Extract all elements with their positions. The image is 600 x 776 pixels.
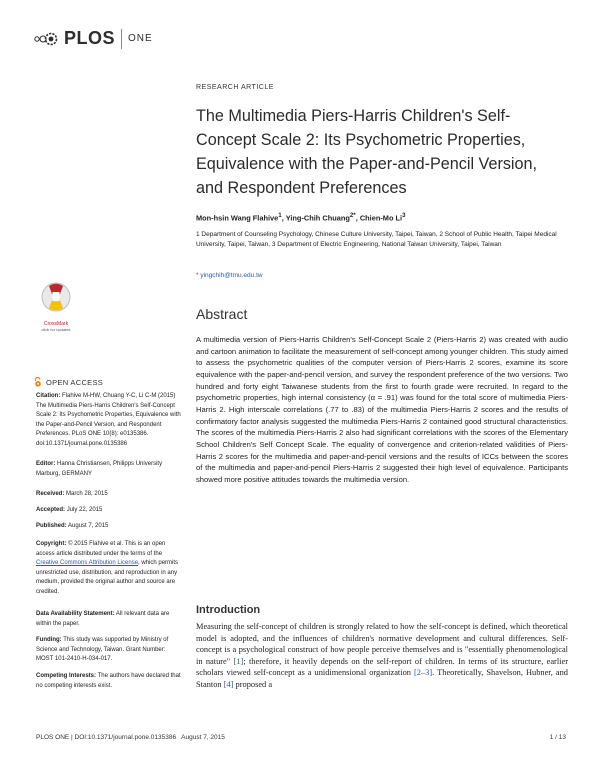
copyright-text: © 2015 Flahive et al. This is an open access article distributed under the terms of the (36, 541, 166, 557)
author-name[interactable]: Chien-Mo Li (359, 213, 403, 223)
plos-logo-icon (34, 31, 60, 47)
reference-link[interactable]: [2–3] (414, 668, 433, 678)
competing-interests-label: Competing Interests: (36, 673, 97, 679)
citation-block (36, 392, 184, 449)
copyright-label: Copyright: (36, 541, 67, 547)
article-title: The Multimedia Piers-Harris Children's Self-Concept Scale 2: Its Psychometric Properties, Equivalence with the Paper-and-Pencil Version, and Respondent Preferences (196, 107, 538, 197)
footer-journal-doi: PLOS ONE | DOI:10.1371/journal.pone.0135386 (36, 734, 177, 741)
corresponding-mark: * (196, 272, 199, 279)
competing-interests-text: The authors have declared that no competing interests exist. (36, 673, 181, 689)
logo-divider (121, 29, 122, 49)
accepted-date (36, 506, 184, 516)
logo-wordmark: PLOS (64, 28, 116, 48)
open-access-label: OPEN ACCESS (46, 377, 104, 387)
author-affiliation-mark: 2* (349, 212, 356, 219)
page-number: 1 / 13 (549, 734, 566, 741)
copyright-block (36, 540, 184, 597)
plos-one-logo[interactable] (34, 28, 153, 49)
reference-link[interactable]: [4] (223, 679, 234, 689)
editor-text: Hanna Christiansen, Philipps University Marburg, GERMANY (36, 461, 163, 477)
abstract-text: A multimedia version of Piers-Harris Children's Self-Concept Scale 2 (Piers-Harris 2) was created with audio and cartoon animation to facilitate the measurement of self-concept among younger children. This study aimed to assess the psychometric qualities of the computer version of Piers-Harris 2 scores, examine its score equivalence with the paper-and-pencil version, and survey the respondent preference of the two versions. Two hundred and forty eight Taiwanese students from the first to fourth grade were recruited. In regard to the psychometric properties, high internal consistency (α = .91) was found for the total score of multimedia Piers-Harris 2. High interscale correlations (.77 to .83) of the multimedia Piers-Harris 2 scores and the results of confirmatory factor analysis suggested the multimedia Piers-Harris 2 contained good structural characteristics. The scores of the multimedia Piers-Harris 2 also had significant correlations with the scores of the Elementary School Children's Self Concept Scale. The equality of convergence and criterion-related validities of Piers-Harris 2 scores for the multimedia and paper-and-pencil versions and the results of ICCs between the scores of the multimedia and paper-and-pencil Piers-Harris 2 suggested their high level of equivalence. Participants showed more positive attitudes towards the multimedia version. (196, 335, 568, 484)
funding-text: This study was supported by Ministry of Science and Technology, Taiwan. Grant Number: MOST 101-2410-H-034-017. (36, 637, 169, 662)
crossmark-icon (36, 280, 76, 316)
author-name[interactable]: Ying-Chih Chuang (285, 213, 350, 223)
open-access-badge (34, 377, 103, 387)
abstract-heading: Abstract (196, 306, 248, 322)
author-affiliation-mark: 3 (402, 212, 406, 219)
page-footer (36, 734, 566, 741)
crossmark-badge[interactable] (36, 280, 76, 332)
received-date (36, 490, 184, 500)
introduction-heading: Introduction (196, 604, 261, 616)
accepted-label: Accepted: (36, 507, 66, 513)
author-name[interactable]: Mon-hsin Wang Flahive (196, 213, 279, 223)
citation-text: Flahive M-HW, Chuang Y-C, Li C-M (2015) The Multimedia Piers-Harris Children's Self-Concept Scale 2: Its Psychometric Properties, Equivalence with the Paper-and-Pencil Version, and Respondent Preferences. PLoS ONE 10(8): e0135386. doi:10.1371/journal.pone.0135386 (36, 393, 181, 447)
footer-date: August 7, 2015 (181, 734, 225, 741)
intro-text: proposed a (233, 679, 273, 689)
reference-link[interactable]: [1] (233, 656, 244, 666)
article-type: RESEARCH ARTICLE (196, 84, 274, 91)
received-value: March 28, 2015 (66, 491, 108, 497)
published-date (36, 522, 184, 532)
funding-label: Funding: (36, 637, 62, 643)
copyright-text-end: , which permits unrestricted use, distribution, and reproduction in any medium, provided the original author and source are credited. (36, 560, 179, 595)
introduction-paragraph (196, 621, 568, 691)
email-link[interactable]: yingchih@tmu.edu.tw (200, 272, 263, 279)
data-availability-block (36, 610, 184, 629)
corresponding-email (196, 272, 568, 279)
editor-block (36, 460, 184, 479)
intro-text: Measuring the self-concept of children is strongly related to how the self-concept is defined, which theoretical model is adopted, and the influences of children's normative development and cultural differences. Self-concept is a psychological construct of how people perceive themselves and is "essentially phenomenological in nature" (196, 622, 568, 666)
published-value: August 7, 2015 (68, 523, 109, 529)
intro-text: . Theoretically, Shavelson, Hubner, and Stanton (196, 668, 568, 689)
funding-block (36, 636, 184, 665)
data-availability-label: Data Availability Statement: (36, 611, 115, 617)
citation-label: Citation: (36, 393, 61, 399)
intro-text: ; therefore, it heavily depends on the self-report of children. In terms of its structure, earlier scholars viewed self-concept as a unidimensional organization (196, 656, 569, 678)
author-list: Mon-hsin Wang Flahive$^1$, Ying-Chih Chuang$^{2*}$, Chien-Mo Li$^3$ (196, 212, 406, 223)
editor-label: Editor: (36, 461, 56, 467)
license-link[interactable]: Creative Commons Attribution License (36, 560, 139, 566)
author-affiliation-mark: 1 (278, 212, 282, 219)
open-lock-icon (34, 377, 42, 387)
data-availability-text: All relevant data are within the paper. (36, 611, 170, 627)
logo-journal: ONE (128, 33, 153, 44)
received-label: Received: (36, 491, 65, 497)
competing-interests-block (36, 672, 184, 691)
affiliations: 1 Department of Counseling Psychology, Chinese Culture University, Taipei, Taiwan, 2 School of Public Health, Taipei Medical University, Taipei, Taiwan, 3 Department of Electric Engineering, National Taiwan University, Taipei, Taiwan (196, 231, 557, 248)
published-label: Published: (36, 523, 67, 529)
accepted-value: July 22, 2015 (66, 507, 103, 513)
crossmark-subtext: click for updates (41, 327, 71, 332)
footer-citation (36, 734, 225, 741)
crossmark-label: CrossMark (43, 321, 69, 327)
